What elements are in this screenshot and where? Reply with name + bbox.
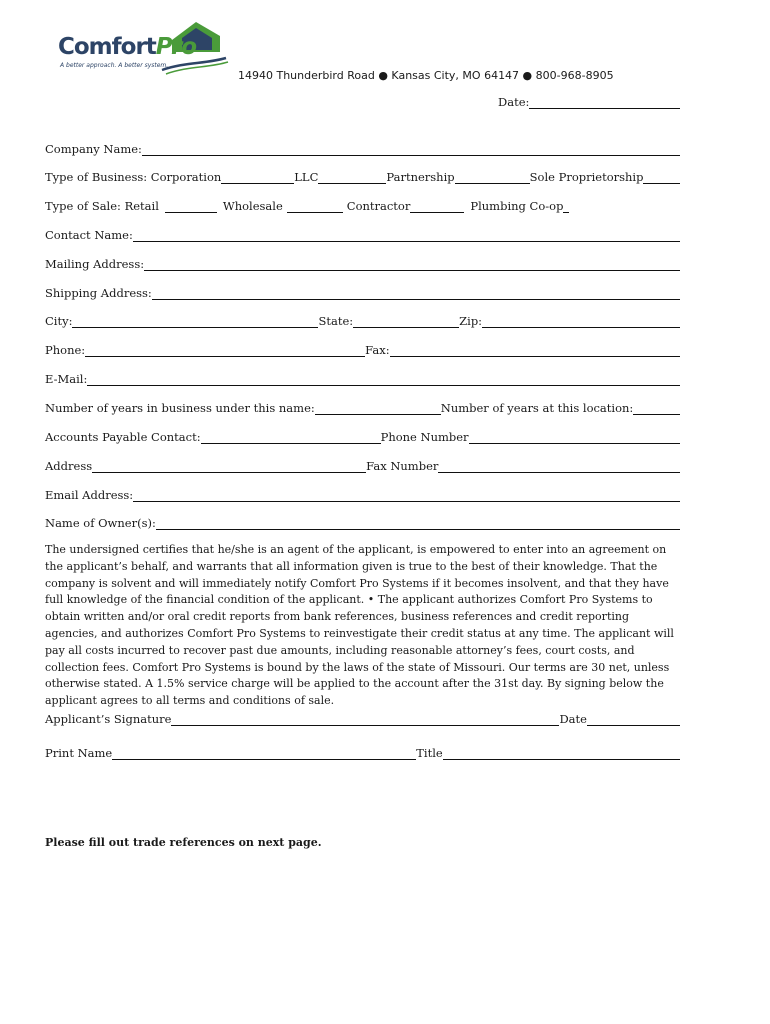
type-of-business-row bbox=[45, 168, 680, 184]
email-address-row bbox=[45, 486, 680, 502]
mailing-address-field[interactable] bbox=[144, 257, 680, 271]
signature-date-label: Date bbox=[559, 712, 587, 726]
ap-contact-label: Accounts Payable Contact: bbox=[45, 430, 201, 444]
shipping-address-row bbox=[45, 284, 680, 300]
logo-wordmark bbox=[58, 34, 196, 60]
company-address: 14940 Thunderbird Road ● Kansas City, MO 64147 ● 800-968-8905 bbox=[238, 69, 614, 82]
city-state-zip-row bbox=[45, 312, 680, 328]
applicant-signature-field[interactable] bbox=[171, 712, 559, 726]
zip-label: Zip: bbox=[459, 314, 483, 328]
company-name-row bbox=[45, 140, 680, 156]
signature-date-field[interactable] bbox=[587, 712, 680, 726]
years-name-label: Number of years in business under this name: bbox=[45, 401, 315, 415]
sole-proprietorship-label: Sole Proprietorship bbox=[529, 170, 644, 184]
type-of-sale-row bbox=[45, 197, 569, 213]
wholesale-field[interactable] bbox=[287, 199, 343, 213]
email-label: E-Mail: bbox=[45, 372, 88, 386]
llc-label: LLC bbox=[294, 170, 319, 184]
logo-word-accent: Pro bbox=[155, 34, 197, 60]
contractor-label: Contractor bbox=[346, 199, 411, 213]
fax-number-field[interactable] bbox=[438, 459, 680, 473]
logo-word-main: Comfort bbox=[58, 34, 156, 60]
applicant-signature-label: Applicant’s Signature bbox=[45, 712, 172, 726]
title-label: Title bbox=[416, 746, 443, 760]
contractor-field[interactable] bbox=[410, 199, 464, 213]
signature-row bbox=[45, 710, 680, 726]
fax-number-label: Fax Number bbox=[366, 459, 439, 473]
business-corporation-label: Type of Business: Corporation bbox=[45, 170, 222, 184]
phone-number-field[interactable] bbox=[469, 430, 680, 444]
title-field[interactable] bbox=[443, 746, 680, 760]
email-field[interactable] bbox=[87, 372, 680, 386]
contact-name-row bbox=[45, 226, 680, 242]
sole-proprietorship-field[interactable] bbox=[643, 170, 680, 184]
owners-field[interactable] bbox=[156, 516, 680, 530]
header-date-field[interactable] bbox=[529, 95, 680, 109]
fax-field[interactable] bbox=[390, 343, 680, 357]
mailing-address-row bbox=[45, 255, 680, 271]
shipping-address-field[interactable] bbox=[152, 286, 680, 300]
company-logo bbox=[50, 18, 230, 74]
fax-label: Fax: bbox=[365, 343, 390, 357]
partnership-label: Partnership bbox=[386, 170, 455, 184]
company-name-field[interactable] bbox=[142, 142, 680, 156]
email-row bbox=[45, 370, 680, 386]
phone-fax-row bbox=[45, 341, 680, 357]
contact-name-label: Contact Name: bbox=[45, 228, 133, 242]
owners-row bbox=[45, 514, 680, 530]
owners-label: Name of Owner(s): bbox=[45, 516, 156, 530]
wholesale-label: Wholesale bbox=[222, 199, 283, 213]
shipping-address-label: Shipping Address: bbox=[45, 286, 152, 300]
city-field[interactable] bbox=[72, 314, 318, 328]
city-label: City: bbox=[45, 314, 73, 328]
plumbing-coop-label: Plumbing Co-op bbox=[470, 199, 564, 213]
years-location-field[interactable] bbox=[633, 401, 680, 415]
partnership-field[interactable] bbox=[455, 170, 530, 184]
years-name-field[interactable] bbox=[315, 401, 441, 415]
phone-number-label: Phone Number bbox=[380, 430, 469, 444]
print-name-field[interactable] bbox=[112, 746, 416, 760]
address-field[interactable] bbox=[92, 459, 366, 473]
footer-note: Please fill out trade references on next page. bbox=[45, 836, 322, 849]
zip-field[interactable] bbox=[482, 314, 680, 328]
print-name-label: Print Name bbox=[45, 746, 113, 760]
terms-paragraph: The undersigned certifies that he/she is an agent of the applicant, is empowered to enter into an agreement on the applicant’s behalf, and warrants that all information given is true to the best of their knowledge. That the company is solvent and will immediately notify Comfort Pro Systems if it becomes insolvent, and that they have full knowledge of the financial condition of the applicant. • The applicant authorizes Comfort Pro Systems to obtain written and/or oral credit reports from bank references, business references and credit reporting agencies, and authorizes Comfort Pro Systems to reinvestigate their credit status at any time. The applicant will pay all costs incurred to recover past due amounts, including reasonable attorney’s fees, court costs, and collection fees. Comfort Pro Systems is bound by the laws of the state of Missouri. Our terms are 30 net, unless otherwise stated. A 1.5% service charge will be applied to the account after the 31st day. By signing below the applicant agrees to all terms and conditions of sale. bbox=[45, 543, 674, 708]
contact-name-field[interactable] bbox=[133, 228, 680, 242]
header-date-row bbox=[498, 93, 680, 109]
ap-contact-row bbox=[45, 428, 680, 444]
print-name-row bbox=[45, 744, 680, 760]
years-row bbox=[45, 399, 680, 415]
mailing-address-label: Mailing Address: bbox=[45, 257, 145, 271]
retail-field[interactable] bbox=[165, 199, 217, 213]
phone-field[interactable] bbox=[85, 343, 365, 357]
corporation-field[interactable] bbox=[221, 170, 294, 184]
address-label: Address bbox=[45, 459, 93, 473]
sale-retail-label: Type of Sale: Retail bbox=[45, 199, 159, 213]
logo-tagline: A better approach. A better system. bbox=[60, 62, 169, 69]
date-label: Date: bbox=[498, 95, 530, 109]
state-label: State: bbox=[318, 314, 354, 328]
years-location-label: Number of years at this location: bbox=[440, 401, 634, 415]
ap-contact-field[interactable] bbox=[201, 430, 381, 444]
email-address-label: Email Address: bbox=[45, 488, 134, 502]
phone-label: Phone: bbox=[45, 343, 86, 357]
llc-field[interactable] bbox=[318, 170, 386, 184]
email-address-field[interactable] bbox=[133, 488, 680, 502]
plumbing-coop-field[interactable] bbox=[563, 199, 569, 213]
company-name-label: Company Name: bbox=[45, 142, 142, 156]
address-fax-row bbox=[45, 457, 680, 473]
state-field[interactable] bbox=[353, 314, 459, 328]
